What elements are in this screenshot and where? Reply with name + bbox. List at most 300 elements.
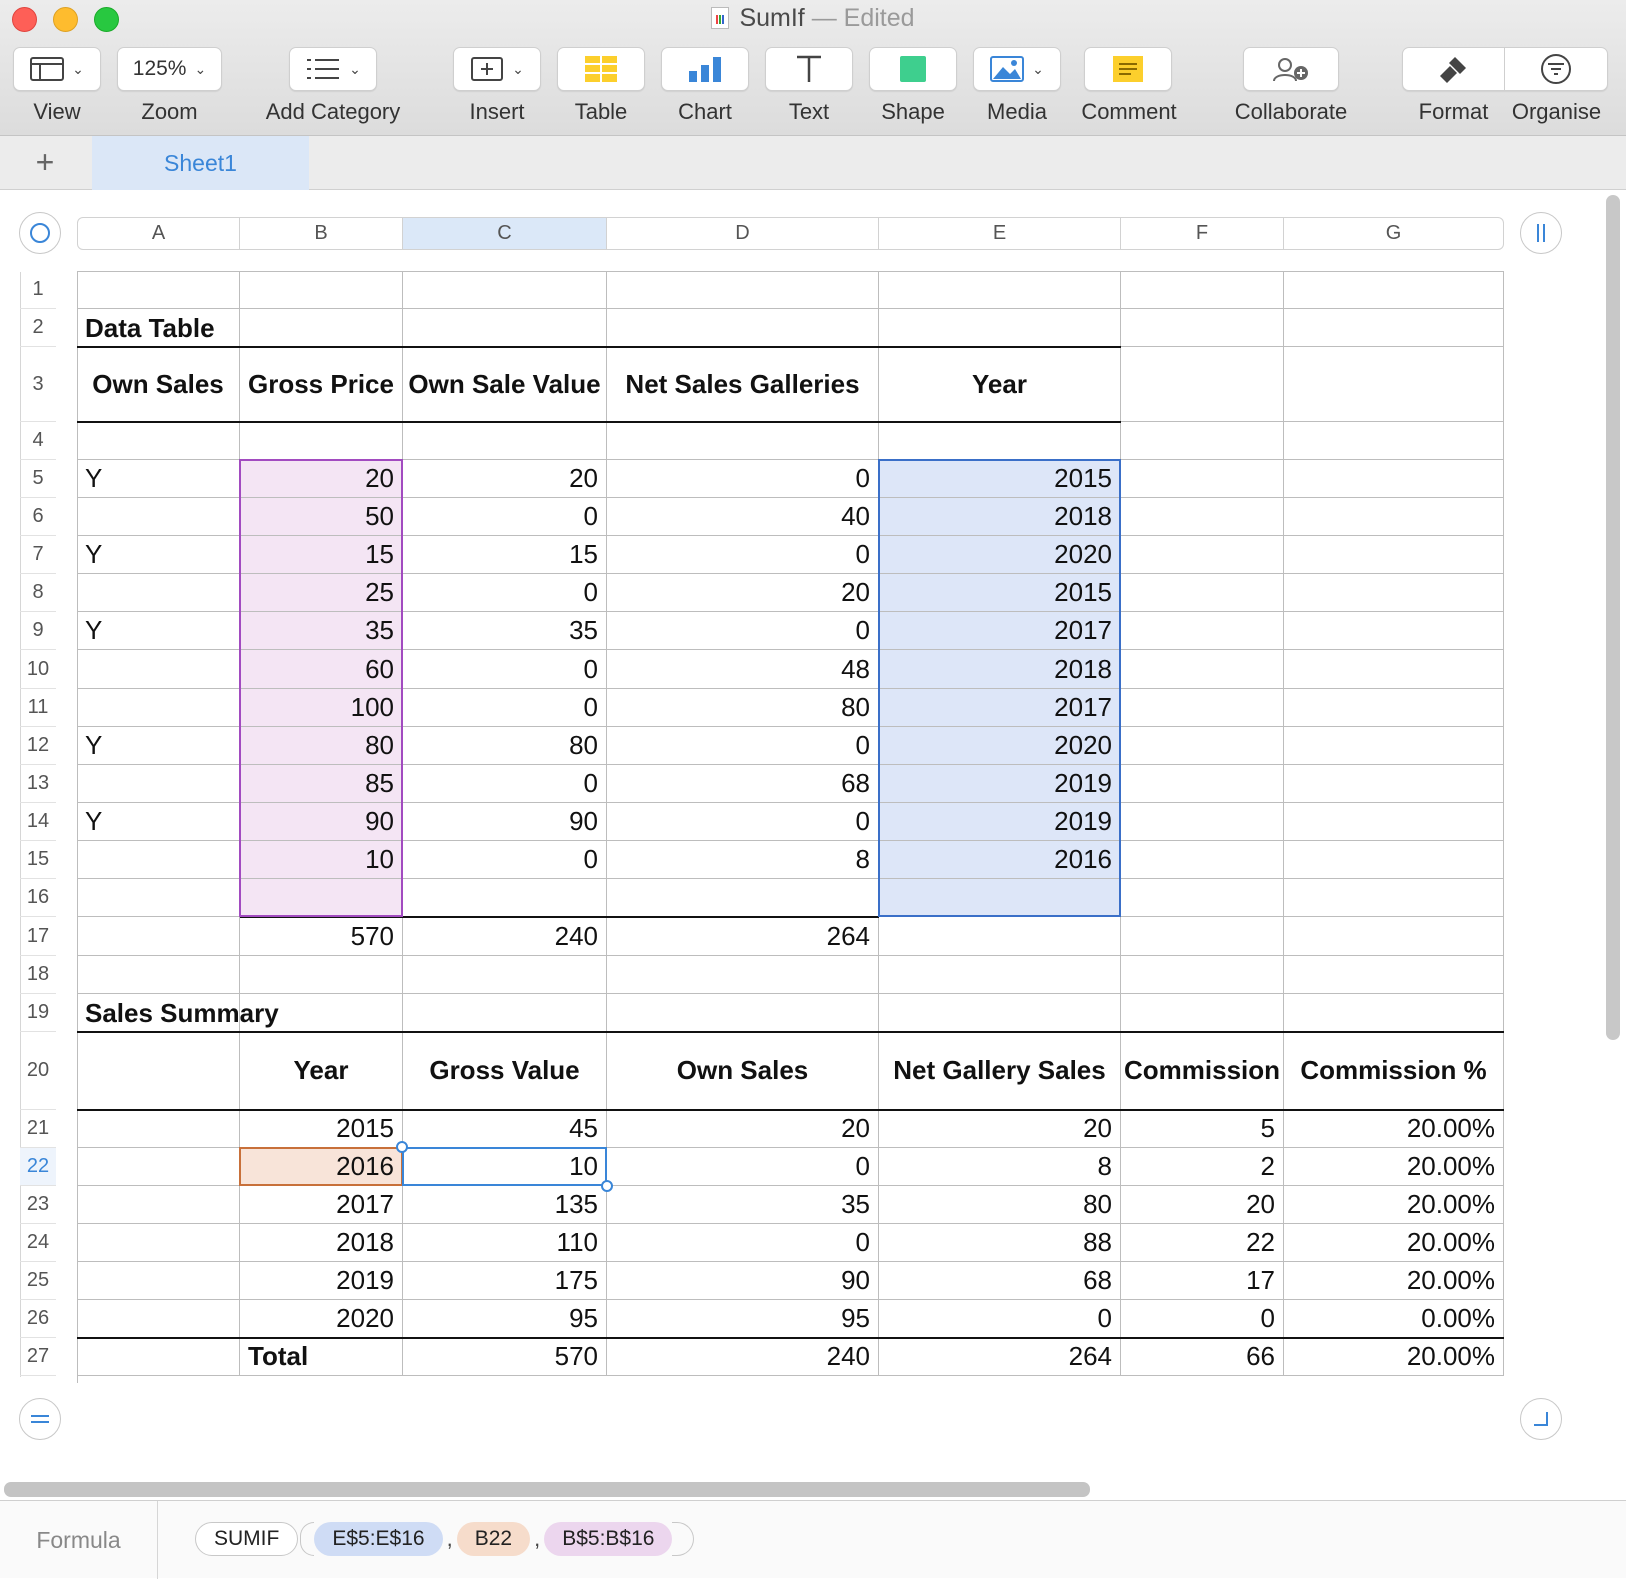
sales-summary-cell[interactable]: 0	[607, 1148, 879, 1186]
row-header-14[interactable]: 14	[20, 803, 56, 841]
sales-summary-cell[interactable]: 175	[403, 1262, 607, 1300]
collaborate-label: Collaborate	[1234, 99, 1348, 124]
row-header-19[interactable]: 19	[20, 994, 56, 1032]
cell-f11[interactable]	[1121, 689, 1284, 727]
cell-f4[interactable]	[1121, 422, 1284, 460]
table-icon	[584, 55, 618, 83]
sales-summary-cell[interactable]	[77, 1110, 240, 1148]
cell-g15[interactable]	[1284, 841, 1504, 879]
row-header-7[interactable]: 7	[20, 536, 56, 574]
sales-summary-cell[interactable]: 20	[879, 1110, 1121, 1148]
row-header-6[interactable]: 6	[20, 498, 56, 536]
cell-b18[interactable]	[240, 956, 403, 994]
comment-note-icon	[1112, 55, 1144, 83]
sales-summary-cell[interactable]: 20	[607, 1110, 879, 1148]
table-label: Table	[574, 99, 628, 124]
data-table-total[interactable]: 240	[403, 917, 607, 956]
data-table-cell[interactable]	[77, 765, 240, 803]
cell-f9[interactable]	[1121, 612, 1284, 650]
chevron-down-icon: ⌄	[72, 60, 84, 77]
row-header-17[interactable]: 17	[20, 917, 56, 956]
formula-arg-criteria-token[interactable]: B22	[457, 1522, 530, 1556]
add-sheet-button[interactable]: +	[35, 144, 55, 180]
cell-e2[interactable]	[879, 309, 1121, 347]
sales-summary-title[interactable]: Sales Summary	[77, 994, 240, 1032]
sales-summary-cell[interactable]: 95	[403, 1300, 607, 1338]
add-category-label: Add Category	[265, 99, 401, 124]
sales-summary-header[interactable]: Commission	[1121, 1032, 1284, 1110]
sales-summary-header[interactable]: Net Gallery Sales	[879, 1032, 1121, 1110]
cell-g19[interactable]	[1284, 994, 1504, 1032]
cell-e19[interactable]	[879, 994, 1121, 1032]
chevron-down-icon: ⌄	[1032, 60, 1044, 77]
data-table-cell[interactable]: 68	[607, 765, 879, 803]
cell-d18[interactable]	[607, 956, 879, 994]
document-name: SumIf	[739, 4, 805, 32]
collaborate-person-icon	[1271, 55, 1311, 83]
data-table-cell[interactable]: 0	[403, 765, 607, 803]
data-table-cell[interactable]: 85	[240, 765, 403, 803]
sales-summary-cell[interactable]: 8	[879, 1148, 1121, 1186]
cell-g9[interactable]	[1284, 612, 1504, 650]
data-table-cell[interactable]: 10	[240, 841, 403, 879]
data-table-cell[interactable]: 20	[607, 574, 879, 612]
data-table-cell[interactable]: Y	[77, 612, 240, 650]
add-row-handle[interactable]	[19, 1398, 61, 1440]
sales-summary-cell[interactable]: 17	[1121, 1262, 1284, 1300]
data-table-total[interactable]	[879, 917, 1121, 956]
sales-summary-total[interactable]: 20.00%	[1284, 1338, 1504, 1376]
cell-f19[interactable]	[1121, 994, 1284, 1032]
cell-a18[interactable]	[77, 956, 240, 994]
data-table-total[interactable]	[77, 917, 240, 956]
data-table-cell[interactable]: 100	[240, 689, 403, 727]
sales-summary-total[interactable]: 264	[879, 1338, 1121, 1376]
data-table-cell[interactable]: 80	[607, 689, 879, 727]
sales-summary-cell[interactable]: 2017	[240, 1186, 403, 1224]
select-table-handle[interactable]	[19, 212, 61, 254]
selection-handle-bottom-right[interactable]	[601, 1180, 613, 1192]
view-button[interactable]	[13, 47, 101, 91]
row-header-5[interactable]: 5	[20, 460, 56, 498]
data-table-cell[interactable]: 60	[240, 650, 403, 689]
cell-f1[interactable]	[1121, 271, 1284, 309]
cell-g5[interactable]	[1284, 460, 1504, 498]
cell-c19[interactable]	[403, 994, 607, 1032]
shape-button[interactable]	[869, 47, 957, 91]
data-table-cell[interactable]: 2015	[879, 574, 1121, 612]
data-table-cell[interactable]: 40	[607, 498, 879, 536]
cell-g4[interactable]	[1284, 422, 1504, 460]
data-table-cell[interactable]: 0	[607, 536, 879, 574]
row-header-11[interactable]: 11	[20, 689, 56, 727]
cell-g1[interactable]	[1284, 271, 1504, 309]
zoom-value: 125%	[132, 57, 187, 80]
data-table-cell[interactable]: 2019	[879, 803, 1121, 841]
formula-separator: ,	[446, 1526, 453, 1551]
cell-b2[interactable]	[240, 309, 403, 347]
cell-d1[interactable]	[607, 271, 879, 309]
organise-label: Organise	[1511, 99, 1602, 124]
data-table-cell[interactable]: 15	[240, 536, 403, 574]
column-header-e[interactable]: E	[879, 217, 1121, 250]
document-status: Edited	[843, 4, 915, 32]
data-table-cell[interactable]: 0	[403, 574, 607, 612]
cell-f13[interactable]	[1121, 765, 1284, 803]
cell-c4[interactable]	[403, 422, 607, 460]
formula-open-paren	[300, 1522, 314, 1556]
chevron-down-icon: ⌄	[349, 60, 361, 77]
cell-g7[interactable]	[1284, 536, 1504, 574]
data-table-cell[interactable]	[77, 841, 240, 879]
cell-f10[interactable]	[1121, 650, 1284, 689]
data-table-cell[interactable]: 2020	[879, 536, 1121, 574]
row-handle-icon	[29, 1411, 51, 1427]
row-header-24[interactable]: 24	[20, 1224, 56, 1262]
zoom-select[interactable]	[117, 47, 222, 91]
cell-g2[interactable]	[1284, 309, 1504, 347]
column-header-g[interactable]: G	[1284, 217, 1504, 250]
cell-d19[interactable]	[607, 994, 879, 1032]
data-table-cell[interactable]: 2017	[879, 612, 1121, 650]
data-table-cell[interactable]: 0	[607, 460, 879, 498]
data-table-header[interactable]: Year	[879, 347, 1121, 422]
sales-summary-cell[interactable]: 110	[403, 1224, 607, 1262]
cell-f8[interactable]	[1121, 574, 1284, 612]
cell-c1[interactable]	[403, 271, 607, 309]
view-label: View	[33, 99, 81, 124]
collaborate-button[interactable]	[1243, 47, 1339, 91]
tab-sheet1[interactable]: Sheet1	[92, 136, 309, 190]
formula-editor[interactable]	[195, 1520, 694, 1558]
row-header-9[interactable]: 9	[20, 612, 56, 650]
sales-summary-cell[interactable]: 2020	[240, 1300, 403, 1338]
row-header-27[interactable]: 27	[20, 1338, 56, 1376]
data-table-cell[interactable]: 2019	[879, 765, 1121, 803]
cell-f15[interactable]	[1121, 841, 1284, 879]
insert-plus-icon	[470, 55, 504, 83]
data-table-cell[interactable]: 90	[240, 803, 403, 841]
row-header-20[interactable]: 20	[20, 1032, 56, 1110]
data-table-cell[interactable]: 0	[403, 650, 607, 689]
cell-d4[interactable]	[607, 422, 879, 460]
text-t-icon	[795, 54, 823, 84]
organise-button[interactable]	[1505, 47, 1607, 91]
cell-b4[interactable]	[240, 422, 403, 460]
column-header-b[interactable]: B	[240, 217, 403, 250]
sales-summary-cell[interactable]	[77, 1148, 240, 1186]
data-table-cell[interactable]: 2018	[879, 650, 1121, 689]
sales-summary-cell[interactable]: 5	[1121, 1110, 1284, 1148]
column-header-c[interactable]: C	[403, 217, 607, 250]
row-header-2[interactable]: 2	[20, 309, 56, 347]
row-header-10[interactable]: 10	[20, 650, 56, 689]
numbers-document-icon	[711, 7, 729, 29]
data-table-header[interactable]: Own Sales	[77, 347, 240, 422]
row-header-26[interactable]: 26	[20, 1300, 56, 1338]
sales-summary-cell[interactable]: 0	[607, 1224, 879, 1262]
sales-summary-cell[interactable]: 2	[1121, 1148, 1284, 1186]
data-table-total[interactable]: 570	[240, 917, 403, 956]
sales-summary-cell[interactable]: 0	[879, 1300, 1121, 1338]
data-table-header[interactable]: Own Sale Value	[403, 347, 607, 422]
cell-f2[interactable]	[1121, 309, 1284, 347]
sales-summary-cell[interactable]: 80	[879, 1186, 1121, 1224]
row-header-18[interactable]: 18	[20, 956, 56, 994]
cell-c16[interactable]	[403, 879, 607, 917]
table-button[interactable]	[557, 47, 645, 91]
cell-e4[interactable]	[879, 422, 1121, 460]
row-header-15[interactable]: 15	[20, 841, 56, 879]
column-header-a[interactable]: A	[77, 217, 240, 250]
sales-summary-cell[interactable]: 20	[1121, 1186, 1284, 1224]
data-table-cell[interactable]: 0	[403, 841, 607, 879]
sales-summary-cell[interactable]: 20.00%	[1284, 1148, 1504, 1186]
circle-handle-icon	[29, 222, 51, 244]
window-title	[0, 4, 1626, 33]
row-header-25[interactable]: 25	[20, 1262, 56, 1300]
data-table-cell[interactable]: 48	[607, 650, 879, 689]
cell-f5[interactable]	[1121, 460, 1284, 498]
text-label: Text	[788, 99, 830, 124]
comment-button[interactable]	[1084, 47, 1172, 91]
cell-g17[interactable]	[1284, 917, 1504, 956]
cell-b1[interactable]	[240, 271, 403, 309]
window-toolbar	[0, 0, 1626, 136]
data-table-cell[interactable]: Y	[77, 803, 240, 841]
row-header-12[interactable]: 12	[20, 727, 56, 765]
formula-separator: ,	[534, 1526, 541, 1551]
formula-arg-range-token[interactable]: E$5:E$16	[314, 1522, 442, 1556]
formula-arg-sum-range-token[interactable]: B$5:B$16	[544, 1522, 672, 1556]
cell-g11[interactable]	[1284, 689, 1504, 727]
cell-f17[interactable]	[1121, 917, 1284, 956]
data-table-cell[interactable]: 20	[403, 460, 607, 498]
sales-summary-cell[interactable]: 95	[607, 1300, 879, 1338]
data-table-cell[interactable]: 80	[403, 727, 607, 765]
cell-f16[interactable]	[1121, 879, 1284, 917]
cell-f3[interactable]	[1121, 347, 1284, 422]
cell-g16[interactable]	[1284, 879, 1504, 917]
row-header-21[interactable]: 21	[20, 1110, 56, 1148]
sales-summary-cell[interactable]: 135	[403, 1186, 607, 1224]
media-label: Media	[987, 99, 1047, 124]
cell-c2[interactable]	[403, 309, 607, 347]
sales-summary-cell[interactable]: 20.00%	[1284, 1110, 1504, 1148]
row-header-1[interactable]: 1	[20, 271, 56, 309]
data-table-cell[interactable]: Y	[77, 727, 240, 765]
data-table-cell[interactable]: 35	[403, 612, 607, 650]
data-table-header[interactable]: Gross Price	[240, 347, 403, 422]
cell-g10[interactable]	[1284, 650, 1504, 689]
row-header-8[interactable]: 8	[20, 574, 56, 612]
sales-summary-cell[interactable]: 45	[403, 1110, 607, 1148]
data-table-cell[interactable]: 2020	[879, 727, 1121, 765]
cell-d16[interactable]	[607, 879, 879, 917]
chevron-down-icon: ⌄	[194, 60, 207, 77]
vertical-scrollbar[interactable]	[1606, 195, 1620, 1040]
horizontal-scrollbar[interactable]	[4, 1482, 1090, 1497]
sales-summary-cell[interactable]: 0.00%	[1284, 1300, 1504, 1338]
cell-c18[interactable]	[403, 956, 607, 994]
data-table-cell[interactable]	[77, 650, 240, 689]
sales-summary-total[interactable]: Total	[240, 1338, 403, 1376]
data-table-cell[interactable]: 0	[607, 727, 879, 765]
sales-summary-cell[interactable]: 2015	[240, 1110, 403, 1148]
paintbrush-icon	[1439, 54, 1469, 84]
sales-summary-cell[interactable]: 20.00%	[1284, 1186, 1504, 1224]
sales-summary-cell[interactable]: 22	[1121, 1224, 1284, 1262]
chevron-down-icon: ⌄	[512, 60, 524, 77]
data-table-cell[interactable]: 35	[240, 612, 403, 650]
cell-f6[interactable]	[1121, 498, 1284, 536]
chart-button[interactable]	[661, 47, 749, 91]
cell-g14[interactable]	[1284, 803, 1504, 841]
sales-summary-cell[interactable]: 35	[607, 1186, 879, 1224]
row-header-13[interactable]: 13	[20, 765, 56, 803]
cell-e16[interactable]	[879, 879, 1121, 917]
formula-function-token[interactable]: SUMIF	[195, 1522, 298, 1556]
cell-g3[interactable]	[1284, 347, 1504, 422]
cell-g6[interactable]	[1284, 498, 1504, 536]
row-header-23[interactable]: 23	[20, 1186, 56, 1224]
data-table-cell[interactable]	[77, 689, 240, 727]
shape-square-icon	[899, 55, 927, 83]
sales-summary-cell[interactable]	[77, 1186, 240, 1224]
data-table-cell[interactable]: 20	[240, 460, 403, 498]
column-handle-icon	[1533, 222, 1549, 244]
sales-summary-cell[interactable]: 20.00%	[1284, 1224, 1504, 1262]
data-table-cell[interactable]: Y	[77, 460, 240, 498]
data-table-cell[interactable]	[77, 498, 240, 536]
sales-summary-cell[interactable]: 88	[879, 1224, 1121, 1262]
cell-f14[interactable]	[1121, 803, 1284, 841]
resize-table-handle[interactable]	[1520, 1398, 1562, 1440]
cell-e18[interactable]	[879, 956, 1121, 994]
data-table-cell[interactable]: 0	[607, 803, 879, 841]
data-table-cell[interactable]: 80	[240, 727, 403, 765]
data-table-title[interactable]: Data Table	[77, 309, 240, 347]
cell-g13[interactable]	[1284, 765, 1504, 803]
title-separator: —	[811, 4, 837, 32]
column-header-f[interactable]: F	[1121, 217, 1284, 250]
row-header-3[interactable]: 3	[20, 347, 56, 422]
sales-summary-cell[interactable]: 68	[879, 1262, 1121, 1300]
cell-e1[interactable]	[879, 271, 1121, 309]
data-table-cell[interactable]: 50	[240, 498, 403, 536]
format-button[interactable]	[1403, 47, 1505, 91]
cell-g8[interactable]	[1284, 574, 1504, 612]
data-table-cell[interactable]: 2015	[879, 460, 1121, 498]
shape-label: Shape	[881, 99, 945, 124]
sales-summary-cell[interactable]: 20.00%	[1284, 1262, 1504, 1300]
formula-label: Formula	[0, 1501, 158, 1579]
sales-summary-cell[interactable]	[77, 1300, 240, 1338]
cell-g12[interactable]	[1284, 727, 1504, 765]
row-header-4[interactable]: 4	[20, 422, 56, 460]
sales-summary-header[interactable]: Commission %	[1284, 1032, 1504, 1110]
data-table-cell[interactable]: 0	[607, 612, 879, 650]
sales-summary-cell[interactable]	[77, 1224, 240, 1262]
sales-summary-total[interactable]	[77, 1338, 240, 1376]
add-column-handle[interactable]	[1520, 212, 1562, 254]
data-table-cell[interactable]: 90	[403, 803, 607, 841]
sales-summary-header[interactable]: Own Sales	[607, 1032, 879, 1110]
data-table-header[interactable]: Net Sales Galleries	[607, 347, 879, 422]
row-header-22[interactable]: 22	[20, 1148, 56, 1186]
sales-summary-cell[interactable]: 10	[403, 1148, 607, 1186]
cell-d2[interactable]	[607, 309, 879, 347]
insert-button[interactable]	[453, 47, 541, 91]
sidebar-layout-icon	[30, 56, 64, 82]
formula-close-paren	[672, 1522, 694, 1556]
comment-label: Comment	[1081, 99, 1177, 124]
format-label: Format	[1418, 99, 1489, 124]
data-table-cell[interactable]: 2017	[879, 689, 1121, 727]
row-header-16[interactable]: 16	[20, 879, 56, 917]
sheet-tab-bar	[0, 136, 1626, 190]
formula-bar	[0, 1500, 1626, 1578]
bar-chart-icon	[687, 55, 723, 83]
zoom-label: Zoom	[141, 99, 198, 124]
cell-b19[interactable]	[240, 994, 403, 1032]
data-table-cell[interactable]: Y	[77, 536, 240, 574]
sales-summary-cell[interactable]: 2019	[240, 1262, 403, 1300]
data-table-cell[interactable]: 2016	[879, 841, 1121, 879]
sales-summary-header[interactable]	[77, 1032, 240, 1110]
data-table-cell[interactable]: 25	[240, 574, 403, 612]
data-table-cell[interactable]	[77, 574, 240, 612]
filter-circle-icon	[1540, 53, 1572, 85]
media-button[interactable]	[973, 47, 1061, 91]
insert-label: Insert	[469, 99, 525, 124]
sales-summary-header[interactable]: Year	[240, 1032, 403, 1110]
cell-f7[interactable]	[1121, 536, 1284, 574]
sales-summary-cell[interactable]: 2018	[240, 1224, 403, 1262]
data-table-cell[interactable]: 15	[403, 536, 607, 574]
data-table-cell[interactable]: 8	[607, 841, 879, 879]
cell-f12[interactable]	[1121, 727, 1284, 765]
sales-summary-total[interactable]: 240	[607, 1338, 879, 1376]
sales-summary-total[interactable]: 66	[1121, 1338, 1284, 1376]
add-category-button[interactable]	[289, 47, 377, 91]
cell-a4[interactable]	[77, 422, 240, 460]
cell-a1[interactable]	[77, 271, 240, 309]
data-table-cell[interactable]: 2018	[879, 498, 1121, 536]
data-table-cell[interactable]: 0	[403, 498, 607, 536]
chart-label: Chart	[678, 99, 732, 124]
data-table-total[interactable]: 264	[607, 917, 879, 956]
inspector-segmented-control	[1402, 47, 1608, 91]
corner-resize-icon	[1531, 1409, 1551, 1429]
sales-summary-cell[interactable]: 2016	[240, 1148, 403, 1186]
text-button[interactable]	[765, 47, 853, 91]
sales-summary-cell[interactable]: 0	[1121, 1300, 1284, 1338]
sales-summary-cell[interactable]: 90	[607, 1262, 879, 1300]
sales-summary-total[interactable]: 570	[403, 1338, 607, 1376]
cell-b16[interactable]	[240, 879, 403, 917]
cell-f18[interactable]	[1121, 956, 1284, 994]
column-header-d[interactable]: D	[607, 217, 879, 250]
cell-a16[interactable]	[77, 879, 240, 917]
sales-summary-header[interactable]: Gross Value	[403, 1032, 607, 1110]
image-icon	[990, 55, 1024, 83]
selection-handle-top-left[interactable]	[396, 1141, 408, 1153]
cell-g18[interactable]	[1284, 956, 1504, 994]
list-icon	[305, 56, 341, 82]
data-table-cell[interactable]: 0	[403, 689, 607, 727]
sales-summary-cell[interactable]	[77, 1262, 240, 1300]
